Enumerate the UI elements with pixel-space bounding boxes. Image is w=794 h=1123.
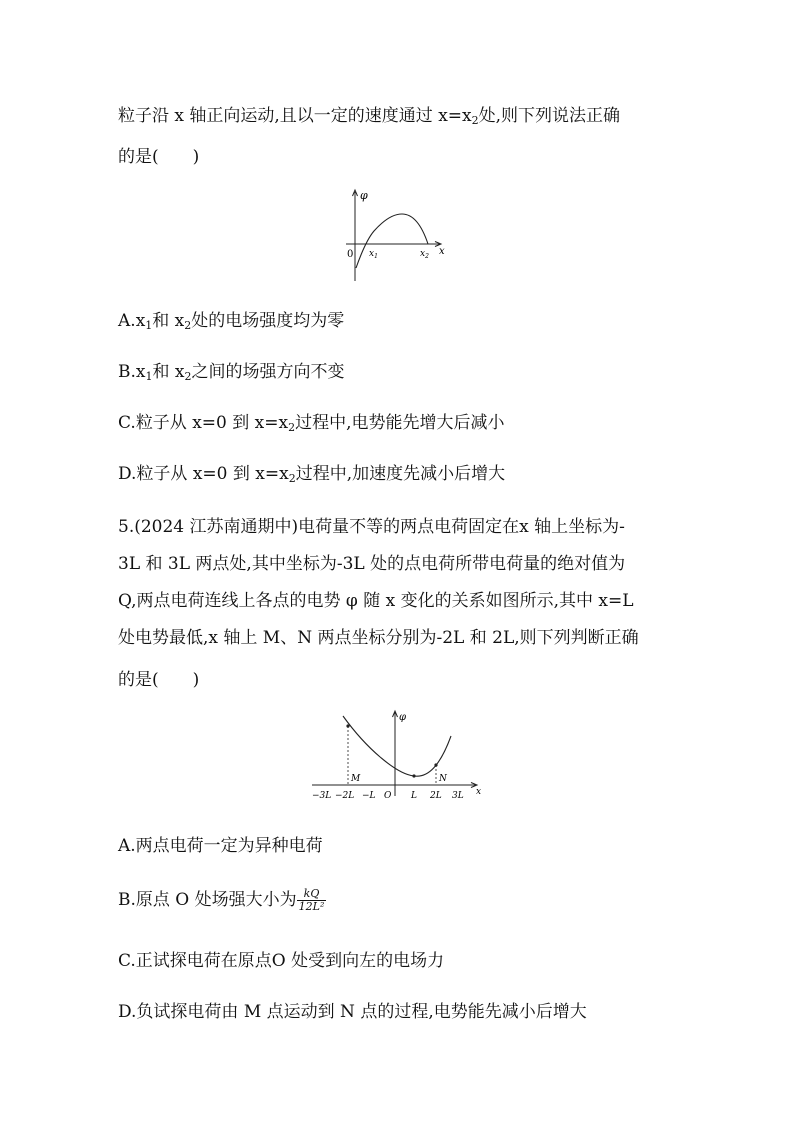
fig2-tick-l: L — [411, 791, 417, 801]
fig1-origin-label: 0 — [347, 249, 354, 260]
q5-stem-line-3: Q,两点电荷连线上各点的电势 φ 随 x 变化的关系如图所示,其中 x=L — [118, 591, 634, 611]
q4-option-d: D.粒子从 x=0 到 $x=x_2$过程中,加速度先减小后增大 — [118, 464, 506, 485]
q5-stem-line-2: 3L 和 3L 两点处,其中坐标为-3L 处的点电荷所带电荷量的绝对值为 — [118, 554, 626, 574]
fig2-y-label: φ — [399, 712, 407, 723]
q4-stem-line-2: 的是( ) — [118, 147, 200, 167]
fig2-tick-3l: 3L — [452, 791, 464, 801]
fig1-x2-label: $x_2$ — [420, 249, 429, 260]
q5-option-b: B.原点 O 处场强大小为 $\frac{kQ}{\text{12L²}}$ — [118, 887, 325, 913]
fig2-tick-neg3l: −3L — [312, 791, 332, 801]
fig2-n-label: N — [439, 774, 447, 784]
fig1-x1-label: $x_1$ — [369, 249, 378, 260]
fig2-tick-2l: 2L — [430, 791, 442, 801]
q5-stem-line-5: 的是( ) — [118, 670, 200, 690]
q4-option-a: $A.x_1$和 $x_2$处的电场强度均为零 — [118, 311, 345, 332]
phi-x-graph-1 — [338, 186, 458, 286]
q4-option-b: $B.x_1$和 $x_2$之间的场强方向不变 — [118, 362, 345, 383]
q5-stem-line-1: 5.(2024 江苏南通期中)电荷量不等的两点电荷固定在x 轴上坐标为- — [118, 517, 625, 537]
q5-option-c: C.正试探电荷在原点O 处受到向左的电场力 — [118, 951, 445, 971]
q5-option-d: D.负试探电荷由 M 点运动到 N 点的过程,电势能先减小后增大 — [118, 1002, 587, 1022]
fig1-y-label: φ — [360, 189, 368, 202]
q4-stem-line-1: 粒子沿 x 轴正向运动,且以一定的速度通过 $x=x_2$处,则下列说法正确 — [118, 106, 621, 127]
q4-option-c: C.粒子从 x=0 到 $x=x_2$过程中,电势能先增大后减小 — [118, 413, 505, 434]
fig2-tick-negl: −L — [362, 791, 376, 801]
q5-stem-line-4: 处电势最低,x 轴上 M、N 两点坐标分别为-2L 和 2L,则下列判断正确 — [118, 628, 639, 648]
fig2-tick-neg2l: −2L — [335, 791, 355, 801]
phi-x-graph-2 — [306, 708, 486, 804]
fig2-tick-o: O — [384, 791, 392, 801]
q5-option-a: A.两点电荷一定为异种电荷 — [118, 836, 323, 856]
fig2-m-label: M — [351, 774, 361, 784]
fraction-kq-12l2: $\frac{kQ}{\text{12L²}}$ — [298, 887, 325, 913]
fig1-x-label: x — [439, 246, 445, 257]
fig2-x-label: x — [476, 787, 482, 797]
